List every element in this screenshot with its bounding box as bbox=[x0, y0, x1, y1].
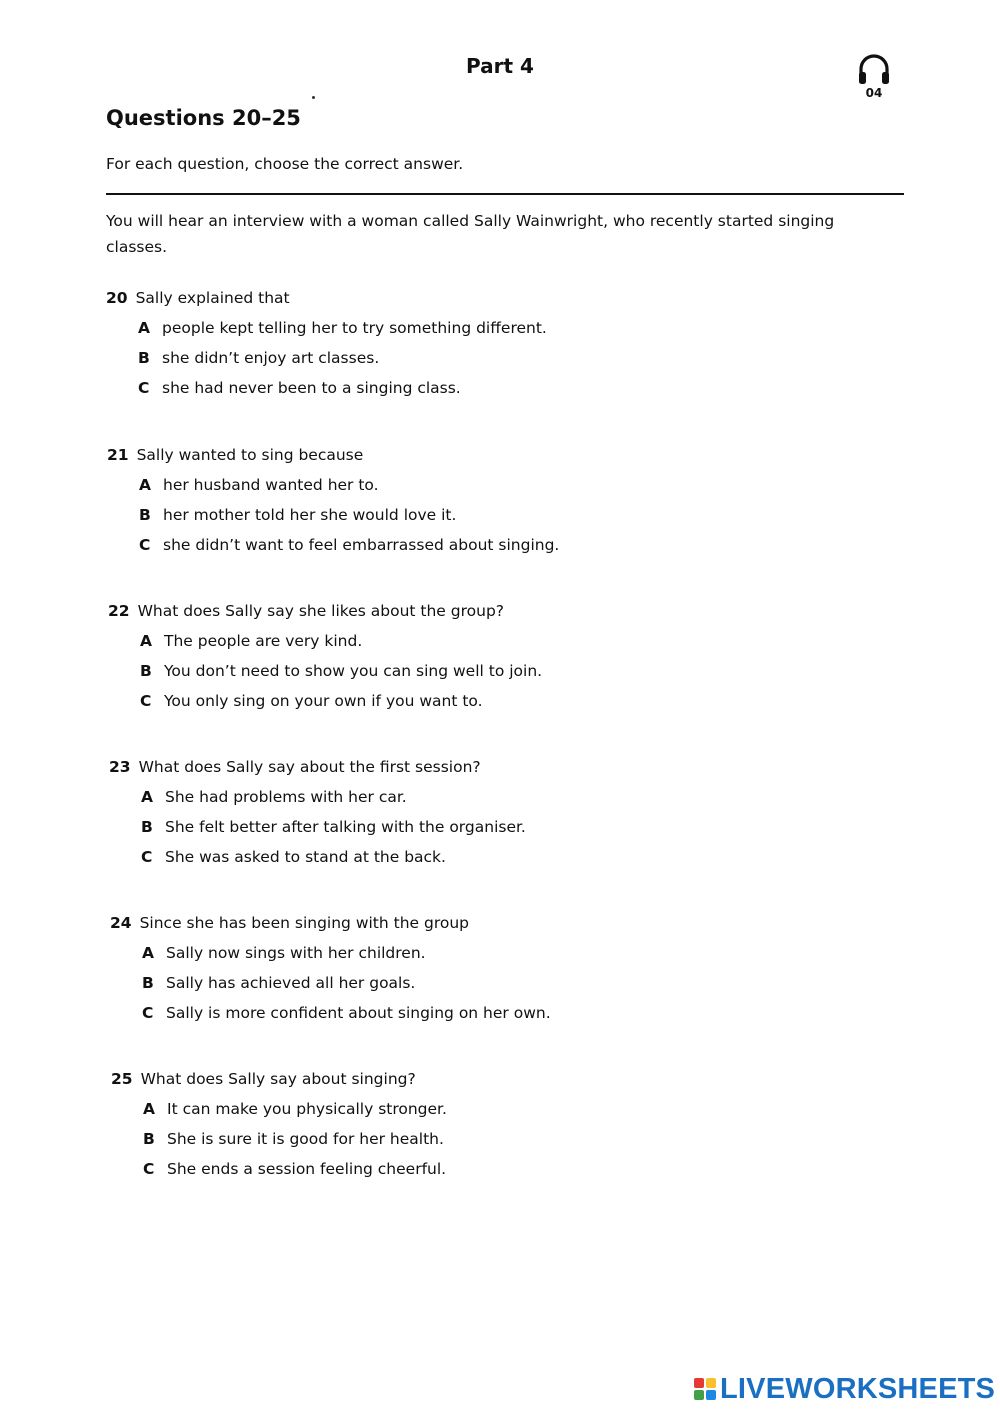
logo-tiles-icon bbox=[694, 1378, 716, 1400]
question-22 bbox=[108, 596, 868, 716]
option-letter: C bbox=[141, 848, 153, 866]
option-text: She was asked to stand at the back. bbox=[165, 848, 446, 866]
question-number: 20 bbox=[106, 289, 128, 307]
option-letter: A bbox=[143, 1100, 155, 1118]
question-text: Sally explained that bbox=[135, 289, 290, 307]
question-stem bbox=[110, 908, 870, 938]
option-letter: B bbox=[139, 506, 151, 524]
option-text: Sally is more confident about singing on her own. bbox=[166, 1004, 551, 1022]
answer-option-b[interactable] bbox=[106, 343, 866, 373]
logo-tile bbox=[706, 1378, 716, 1388]
question-number: 25 bbox=[111, 1070, 133, 1088]
option-text: She had problems with her car. bbox=[165, 788, 407, 806]
question-number: 24 bbox=[110, 914, 132, 932]
question-23 bbox=[109, 752, 869, 872]
question-stem bbox=[108, 596, 868, 626]
answer-option-c[interactable] bbox=[109, 842, 869, 872]
question-number: 21 bbox=[107, 446, 129, 464]
option-text: She ends a session feeling cheerful. bbox=[167, 1160, 447, 1178]
question-stem bbox=[107, 440, 867, 470]
context-text: You will hear an interview with a woman called Sally Wainwright, who recently started singing classes. bbox=[106, 212, 835, 256]
question-text: Sally wanted to sing because bbox=[136, 446, 364, 464]
option-letter: C bbox=[143, 1160, 155, 1178]
option-text: her husband wanted her to. bbox=[163, 476, 379, 494]
audio-track[interactable] bbox=[854, 52, 894, 108]
answer-option-c[interactable] bbox=[111, 1154, 871, 1184]
option-letter: A bbox=[138, 319, 150, 337]
logo-text: LIVEWORKSHEETS bbox=[720, 1372, 996, 1405]
answer-option-a[interactable] bbox=[107, 470, 867, 500]
answer-option-c[interactable] bbox=[110, 998, 870, 1028]
option-letter: B bbox=[142, 974, 154, 992]
logo-tile bbox=[706, 1390, 716, 1400]
option-letter: A bbox=[141, 788, 153, 806]
answer-option-a[interactable] bbox=[111, 1094, 871, 1124]
answer-option-c[interactable] bbox=[108, 686, 868, 716]
answer-option-b[interactable] bbox=[109, 812, 869, 842]
option-text: She felt better after talking with the organiser. bbox=[165, 818, 526, 836]
option-letter: C bbox=[139, 536, 151, 554]
option-letter: B bbox=[143, 1130, 155, 1148]
headphones-icon bbox=[856, 52, 892, 88]
answer-option-c[interactable] bbox=[107, 530, 867, 560]
question-25 bbox=[111, 1064, 871, 1184]
stray-mark bbox=[312, 96, 315, 99]
answer-option-b[interactable] bbox=[111, 1124, 871, 1154]
question-20 bbox=[106, 283, 866, 403]
option-letter: C bbox=[142, 1004, 154, 1022]
answer-option-a[interactable] bbox=[106, 313, 866, 343]
logo-tile bbox=[694, 1390, 704, 1400]
option-letter: C bbox=[140, 692, 152, 710]
answer-option-b[interactable] bbox=[108, 656, 868, 686]
answer-option-a[interactable] bbox=[109, 782, 869, 812]
question-text: Since she has been singing with the group bbox=[139, 914, 470, 932]
option-text: she didn’t enjoy art classes. bbox=[162, 349, 380, 367]
option-letter: B bbox=[138, 349, 150, 367]
option-text: She is sure it is good for her health. bbox=[167, 1130, 444, 1148]
option-text: The people are very kind. bbox=[164, 632, 363, 650]
question-21 bbox=[107, 440, 867, 560]
option-text: she didn’t want to feel embarrassed about singing. bbox=[163, 536, 560, 554]
question-stem bbox=[111, 1064, 871, 1094]
questions-heading: Questions 20–25 bbox=[106, 106, 301, 130]
answer-option-b[interactable] bbox=[107, 500, 867, 530]
option-letter: A bbox=[142, 944, 154, 962]
question-stem bbox=[106, 283, 866, 313]
option-text: people kept telling her to try something different. bbox=[162, 319, 547, 337]
option-text: It can make you physically stronger. bbox=[167, 1100, 447, 1118]
option-letter: A bbox=[139, 476, 151, 494]
question-text: What does Sally say about the first session? bbox=[138, 758, 481, 776]
instruction-text: For each question, choose the correct answer. bbox=[106, 155, 464, 173]
answer-option-a[interactable] bbox=[108, 626, 868, 656]
option-text: Sally has achieved all her goals. bbox=[166, 974, 416, 992]
logo-tile bbox=[694, 1378, 704, 1388]
liveworksheets-logo bbox=[694, 1372, 995, 1406]
divider-rule bbox=[106, 193, 904, 195]
question-text: What does Sally say she likes about the group? bbox=[137, 602, 505, 620]
option-text: Sally now sings with her children. bbox=[166, 944, 426, 962]
part-title: Part 4 bbox=[466, 54, 534, 78]
answer-option-b[interactable] bbox=[110, 968, 870, 998]
answer-option-c[interactable] bbox=[106, 373, 866, 403]
question-stem bbox=[109, 752, 869, 782]
option-letter: B bbox=[141, 818, 153, 836]
option-text: You only sing on your own if you want to. bbox=[164, 692, 483, 710]
option-text: she had never been to a singing class. bbox=[162, 379, 461, 397]
question-number: 23 bbox=[109, 758, 131, 776]
question-24 bbox=[110, 908, 870, 1028]
option-letter: C bbox=[138, 379, 150, 397]
option-letter: A bbox=[140, 632, 152, 650]
audio-track-number: 04 bbox=[865, 86, 883, 100]
question-number: 22 bbox=[108, 602, 130, 620]
question-text: What does Sally say about singing? bbox=[140, 1070, 416, 1088]
option-letter: B bbox=[140, 662, 152, 680]
option-text: her mother told her she would love it. bbox=[163, 506, 457, 524]
answer-option-a[interactable] bbox=[110, 938, 870, 968]
option-text: You don’t need to show you can sing well to join. bbox=[164, 662, 543, 680]
